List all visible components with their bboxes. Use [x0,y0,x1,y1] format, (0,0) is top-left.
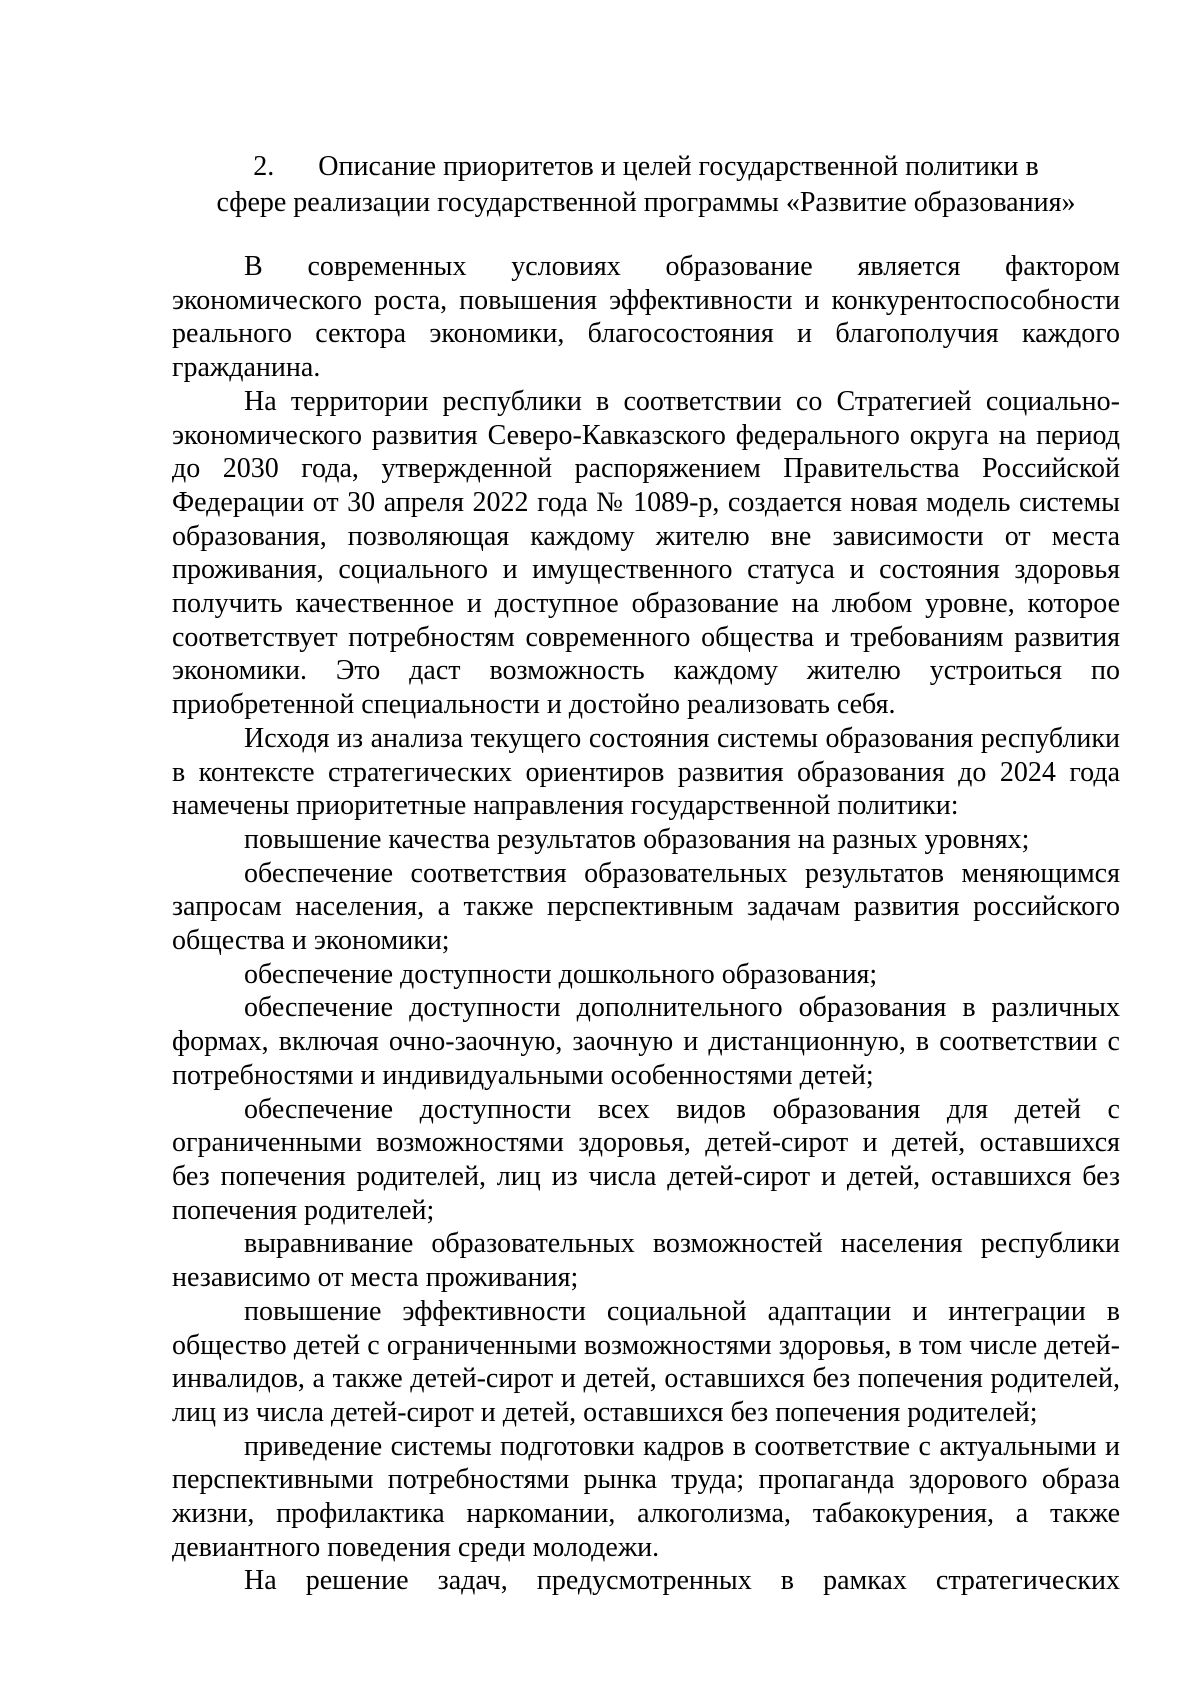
heading-title-part-1: Описание приоритетов и целей государственной политики в [318,151,1039,182]
paragraph-continued: На решение задач, предусмотренных в рамках стратегических [244,1565,1120,1597]
paragraph: На территории республики в соответствии со Стратегией социально-экономического развития Северо-Кавказского федерального округа на период до 2030 года, утвержденной распоряжением Правительства Российской Федерации от 30 апреля 2022 года № 1089-р, создается новая модель системы образования, позволяющая каждому жителю вне зависимости от места проживания, социального и имущественного статуса и состояния здоровья получить качественное и доступное образование на любом уровне, которое соответствует потребностям современного общества и требованиям развития экономики. Это даст возможность каждому жителю устроиться по приобретенной специальности и достойно реализовать себя. [172,385,1120,721]
list-item: выравнивание образовательных возможностей населения республики независимо от места проживания; [172,1228,1120,1294]
list-item: обеспечение соответствия образовательных результатов меняющимся запросам населения, а также перспективным задачам развития российского общества и экономики; [172,857,1120,957]
paragraph: Исходя из анализа текущего состояния системы образования республики в контексте стратегических ориентиров развития образования до 2024 года намечены приоритетные направления государственной политики: [172,722,1120,822]
document-body [172,250,1120,1598]
list-item: повышение качества результатов образования на разных уровнях; [244,823,1030,855]
section-number: 2. [253,151,275,182]
list-item: повышение эффективности социальной адаптации и интеграции в общество детей с ограниченными возможностями здоровья, в том числе детей-инвалидов, а также детей-сирот и детей, оставшихся без попечения родителей, лиц из числа детей-сирот и детей, оставшихся без попечения родителей; [172,1295,1120,1428]
list-item: обеспечение доступности дополнительного образования в различных формах, включая очно-заочную, заочную и дистанционную, в соответствии с потребностями и индивидуальными особенностями детей; [172,992,1120,1091]
list-item: обеспечение доступности дошкольного образования; [244,958,878,990]
heading-line-1 [172,149,1120,185]
paragraph: В современных условиях образование является фактором экономического роста, повышения эффективности и конкурентоспособности реального сектора экономики, благосостояния и благополучия каждого гражданина. [172,251,1120,384]
heading-title-part-2: сфере реализации государственной программы «Развитие образования» [216,187,1076,218]
list-item: приведение системы подготовки кадров в соответствие с актуальными и перспективными потребностями рынка труда; пропаганда здорового образа жизни, профилактика наркомании, алкоголизма, табакокурения, а также девиантного поведения среди молодежи. [172,1430,1120,1563]
list-item: обеспечение доступности всех видов образования для детей с ограниченными возможностями здоровья, детей-сирот и детей, оставшихся без попечения родителей, лиц из числа детей-сирот и детей, оставшихся без попечения родителей; [172,1093,1120,1226]
document-page [172,0,1120,1697]
section-heading [172,149,1120,221]
